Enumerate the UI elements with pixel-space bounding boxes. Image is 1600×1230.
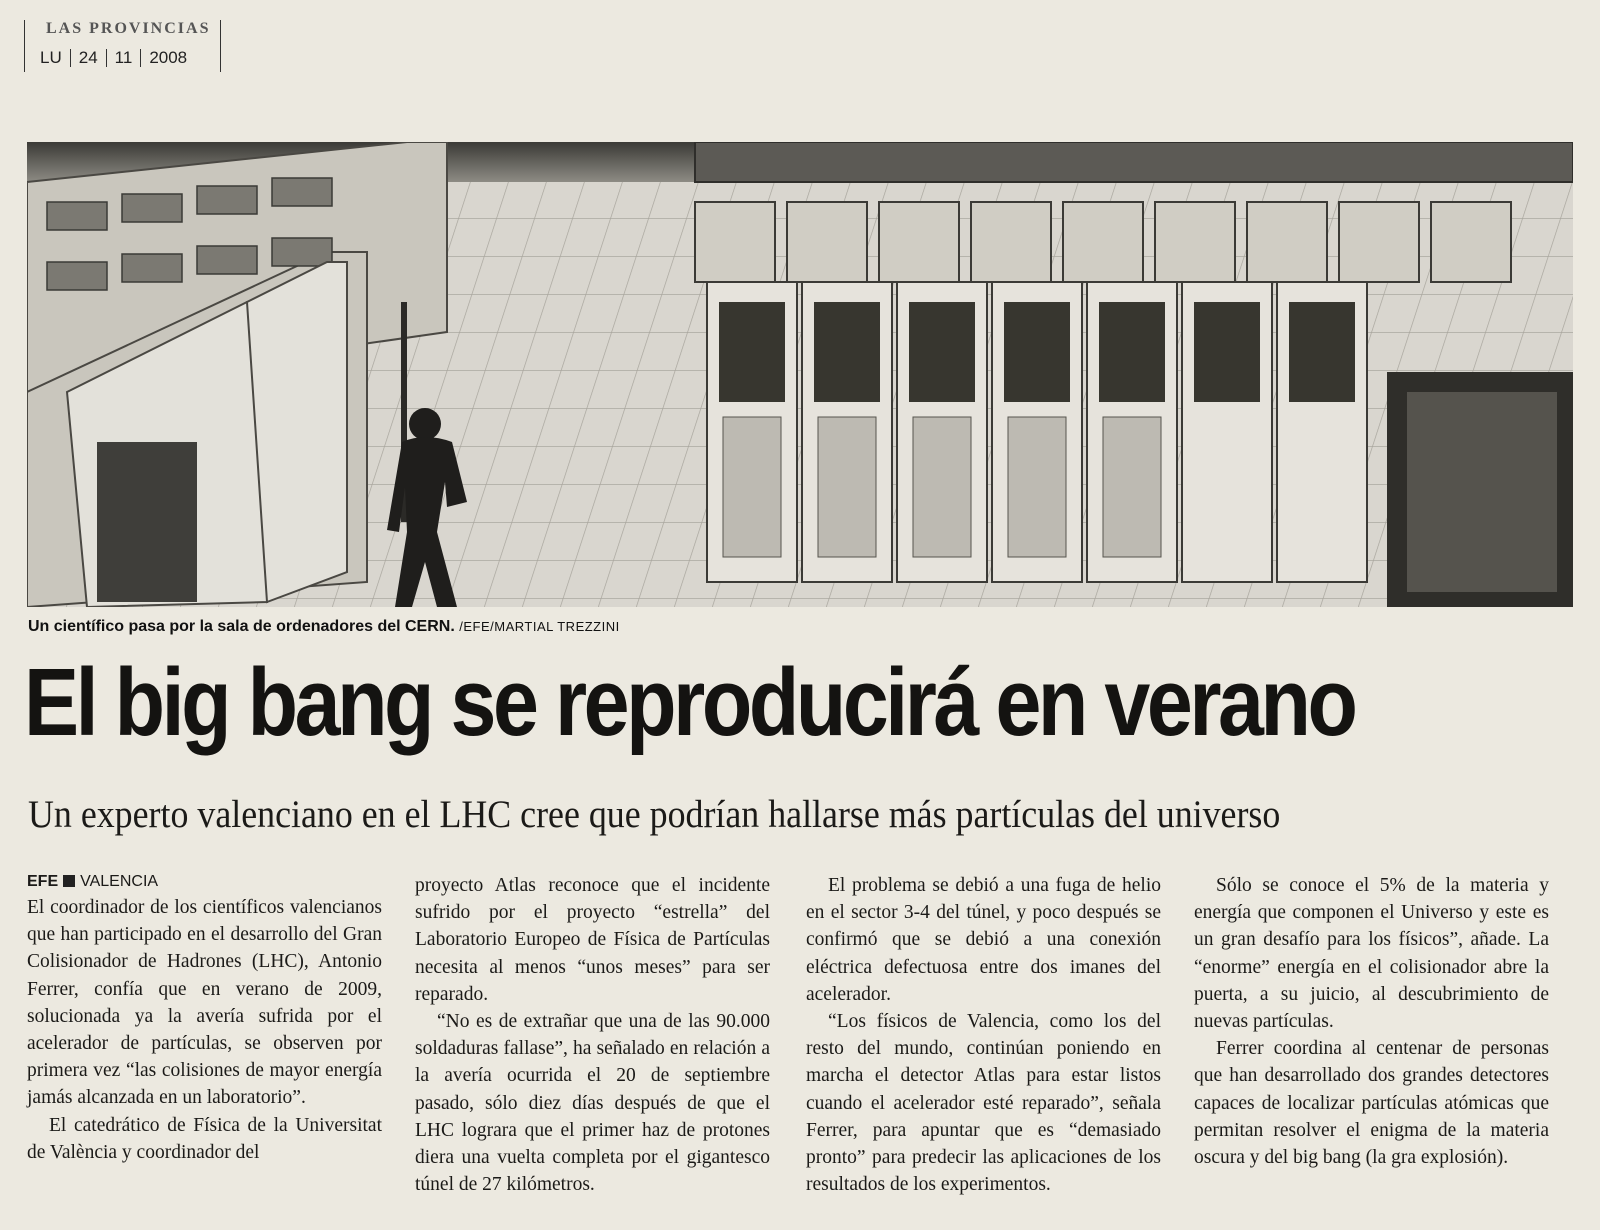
article-column-1 bbox=[27, 872, 382, 1166]
computer-room-illustration bbox=[27, 142, 1573, 607]
dateline bbox=[32, 48, 195, 68]
photo-credit: /EFE/MARTIAL TREZZINI bbox=[459, 619, 620, 634]
headline: El big bang se reproducirá en verano bbox=[24, 649, 1355, 756]
paragraph: proyecto Atlas reconoce que el incidente sufrido por el proyecto “estrella” del Laboratorio Europeo de Física de Partículas necesita al menos “unos meses” para ser reparado. bbox=[415, 875, 770, 1005]
article-column-4 bbox=[1194, 872, 1549, 1171]
paragraph: Sólo se conoce el 5% de la materia y energía que componen el Universo y este es un gran desafío para los físicos”, añade. La “enorme” energía en el colisionador abre la puerta, a su juicio, al descubrimiento de nuevas partículas. bbox=[1194, 875, 1549, 1033]
masthead-rule-right bbox=[220, 20, 221, 72]
article-column-2 bbox=[415, 872, 770, 1198]
byline-agency: EFE bbox=[27, 873, 59, 890]
byline-location: VALENCIA bbox=[80, 873, 159, 890]
paragraph: El coordinador de los científicos valencianos que han participado en el desarrollo del Gran Colisionador de Hadrones (LHC), Antonio Ferrer, confía que en verano de 2009, solucionada ya la avería sufrida por el acelerador de partículas, se observen por primera vez “las colisiones de mayor energía jamás alcanzada en un laboratorio”. bbox=[27, 897, 382, 1109]
date-month: 11 bbox=[114, 48, 133, 67]
paragraph: “No es de extrañar que una de las 90.000 soldaduras fallase”, ha señalado en relación a la avería ocurrida el 20 de septiembre pasado, sólo diez días después de que el LHC lograra que el primer haz de protones diera una vuelta completa por el gigantesco túnel de 27 kilómetros. bbox=[415, 1011, 770, 1196]
paragraph: El catedrático de Física de la Universitat de València y coordinador del bbox=[27, 1114, 382, 1163]
newspaper-name: LAS PROVINCIAS bbox=[46, 20, 211, 37]
subheadline: Un experto valenciano en el LHC cree que podrían hallarse más partículas del universo bbox=[28, 793, 1281, 836]
date-year: 2008 bbox=[149, 48, 188, 67]
article-column-3 bbox=[806, 872, 1161, 1198]
caption-text: Un científico pasa por la sala de ordenadores del CERN. bbox=[28, 618, 455, 635]
paragraph: El problema se debió a una fuga de helio en el sector 3-4 del túnel, y poco después se confirmó que se debió a una conexión eléctrica defectuosa entre dos imanes del acelerador. bbox=[806, 875, 1161, 1005]
date-weekday: LU bbox=[40, 48, 62, 67]
masthead bbox=[24, 18, 224, 74]
byline bbox=[27, 872, 382, 892]
masthead-rule-left bbox=[24, 20, 25, 72]
byline-square-icon bbox=[63, 875, 75, 887]
paragraph: “Los físicos de Valencia, como los del resto del mundo, continúan poniendo en marcha el detector Atlas para estar listos cuando el acelerador esté reparado”, señala Ferrer, para apuntar que es “demasiado pronto” para predecir las aplicaciones de los resultados de los experimentos. bbox=[806, 1011, 1161, 1196]
photo-caption bbox=[28, 618, 620, 636]
paragraph: Ferrer coordina al centenar de personas que han desarrollado dos grandes detectores capaces de localizar partículas atómicas que permitan resolver el enigma de la materia oscura y del big bang (la gra explosión). bbox=[1194, 1038, 1549, 1169]
news-photo bbox=[27, 142, 1573, 607]
date-day: 24 bbox=[78, 48, 98, 67]
